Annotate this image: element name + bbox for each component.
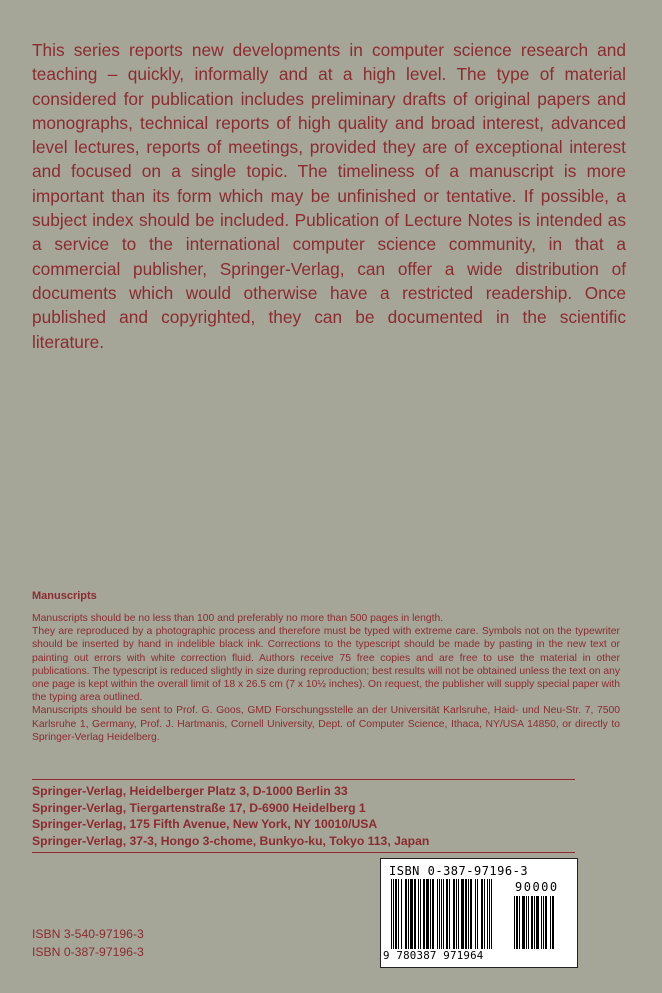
manuscripts-body: [32, 612, 620, 744]
isbn-list: [32, 926, 144, 961]
manuscripts-length-paragraph: Manuscripts should be no less than 100 and preferably no more than 500 pages in length.: [32, 613, 444, 624]
barcode-isbn-label: ISBN 0-387-97196-3: [389, 864, 529, 878]
isbn-german: ISBN 3-540-97196-3: [32, 927, 144, 941]
manuscripts-preparation-paragraph: They are reproduced by a photographic process and therefore must be typed with extreme care. Symbols not on the typewriter should be inserted by hand in indelible black ink. Corrections to the typescript should be made by pasting in the new text or painting out errors with white correction fluid. Authors receive 75 free copies and are free to use the material in other publications. The typescript is reduced slightly in size during reproduction; best results will not be obtained unless the text on any one page is kept within the overall limit of 18 x 26.5 cm (7 x 10½ inches). On request, the publisher will supply special paper with the typing area outlined.: [32, 626, 621, 704]
address-berlin: Springer-Verlag, Heidelberger Platz 3, D-1000 Berlin 33: [32, 784, 348, 798]
address-tokyo: Springer-Verlag, 37-3, Hongo 3-chome, Bunkyo-ku, Tokyo 113, Japan: [32, 833, 430, 848]
barcode-addon-bars: [514, 896, 572, 949]
divider-bottom: [32, 852, 575, 853]
barcode-bar: [554, 896, 555, 949]
barcode-addon-number: 90000: [515, 880, 559, 894]
publisher-addresses: [32, 783, 429, 849]
address-new-york: Springer-Verlag, 175 Fifth Avenue, New York, NY 10010/USA: [32, 817, 378, 831]
barcode-digits: 9 780387 971964: [383, 949, 484, 962]
barcode-main-bars: [391, 879, 505, 949]
barcode-bar: [491, 879, 492, 949]
divider-top: [32, 779, 575, 780]
manuscripts-submission-paragraph: Manuscripts should be sent to Prof. G. Goos, GMD Forschungsstelle an der Universität Karlsruhe, Haid- und Neu-Str. 7, 7500 Karlsruhe 1, Germany, Prof. J. Hartmanis, Cornell University, Dept. of Computer Science, Ithaca, NY/USA 14850, or directly to Springer-Verlag Heidelberg.: [32, 705, 620, 743]
address-heidelberg: Springer-Verlag, Tiergartenstraße 17, D-6900 Heidelberg 1: [32, 800, 366, 815]
manuscripts-heading: Manuscripts: [32, 590, 97, 602]
isbn-us: ISBN 0-387-97196-3: [32, 944, 144, 959]
series-description: This series reports new developments in computer science research and teaching – quickly, informally and at a high level. The type of material considered for publication includes preliminary drafts of original papers and monographs, technical reports of high quality and broad interest, advanced level lectures, reports of meetings, provided they are of exceptional interest and focused on a single topic. The timeliness of a manuscript is more important than its form which may be unfinished or tentative. If possible, a subject index should be included. Publication of Lecture Notes is intended as a service to the international computer science community, in that a commercial publisher, Springer-Verlag, can offer a wide distribution of documents which would otherwise have a restricted readership. Once published and copyrighted, they can be documented in the scientific literature.: [32, 40, 626, 352]
barcode: [380, 858, 578, 968]
